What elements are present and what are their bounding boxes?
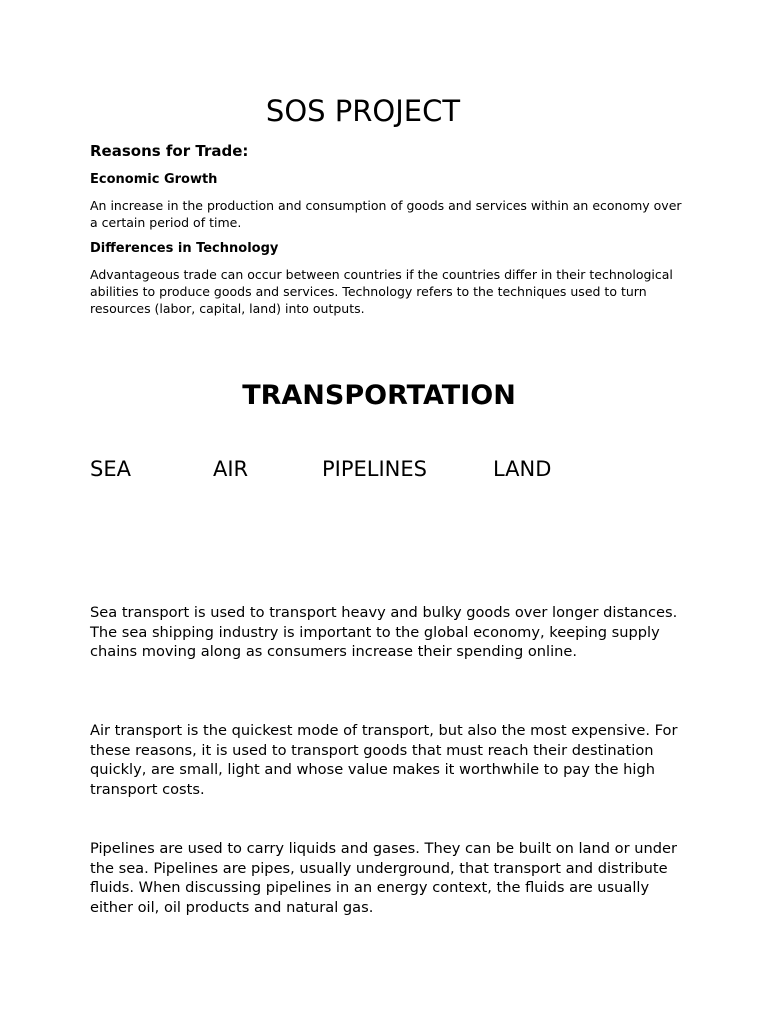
page-title: SOS PROJECT — [265, 94, 461, 128]
technology-text: Advantageous trade can occur between countries if the countries differ in their technological abilities to produce goods and services. Technology refers to the techniques used to turn resources (labor, capital, land) into outputs. — [90, 267, 673, 316]
transport-modes-row — [0, 454, 768, 486]
mode-air: AIR — [213, 457, 249, 481]
mode-pipelines: PIPELINES — [322, 457, 427, 481]
mode-sea: SEA — [90, 457, 131, 481]
technology-heading: Differences in Technology — [90, 241, 279, 256]
sea-paragraph: Sea transport is used to transport heavy and bulky goods over longer distances. The sea shipping industry is important to the global economy, keeping supply chains moving along as consumers increase their spending online. — [90, 604, 678, 661]
air-paragraph: Air transport is the quickest mode of transport, but also the most expensive. For these reasons, it is used to transport goods that must reach their destination quickly, are small, light and whose value makes it worthwhile to pay the high transport costs. — [90, 722, 678, 798]
transportation-heading: TRANSPORTATION — [242, 380, 516, 411]
economic-growth-heading: Economic Growth — [90, 172, 218, 187]
economic-growth-text: An increase in the production and consumption of goods and services within an economy over a certain period of time. — [90, 198, 682, 230]
mode-land: LAND — [493, 457, 552, 481]
pipelines-paragraph: Pipelines are used to carry liquids and gases. They can be built on land or under the sea. Pipelines are pipes, usually underground, that transport and distribute fluids. When discussing pipelines in an energy context, the fluids are usually either oil, oil products and natural gas. — [90, 840, 677, 916]
reasons-heading: Reasons for Trade: — [90, 142, 249, 160]
